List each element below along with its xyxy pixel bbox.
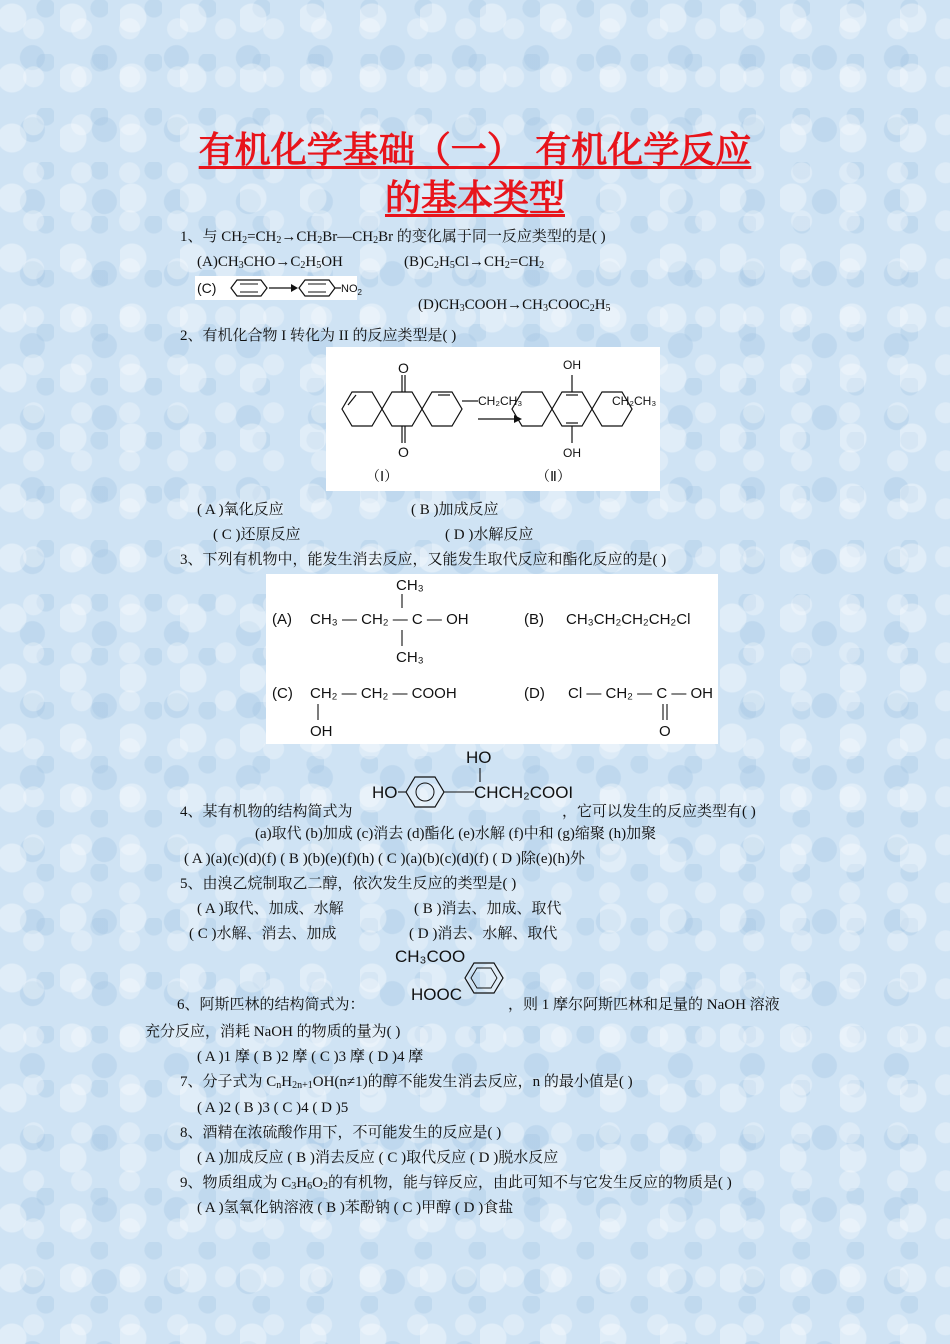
q1-b-part: H (439, 254, 450, 270)
q1-a-part: CHO→C (243, 254, 301, 270)
q3-c-label: (C) (272, 685, 293, 702)
q6-stem-post: ，则 1 摩尔阿斯匹林和足量的 NaOH 溶液 (508, 997, 780, 1013)
q7-subscript: n (276, 1080, 282, 1091)
q4-stem-post: ，它可以发生的反应类型有( ) (562, 804, 756, 820)
q1-b-part: Cl→CH (454, 254, 505, 270)
q9-subscript: 3 (291, 1181, 297, 1192)
q2-option-a: ( A )氧化反应 (197, 502, 284, 518)
molecule-I-label: （Ⅰ） (366, 468, 399, 484)
q3-a-methyl-top: CH₃ (396, 577, 424, 594)
benzene-ring-icon (231, 280, 267, 296)
q1-stem-part: →CH (281, 229, 318, 245)
q2-reaction-image (326, 347, 660, 491)
q7-stem (180, 1073, 633, 1091)
anthraquinone-reduction-diagram (326, 347, 660, 491)
q4-molecule-diagram (370, 746, 574, 810)
q6-stem-pre: 6、阿斯匹林的结构简式为： (177, 997, 365, 1013)
q1-d-part: H (594, 297, 606, 313)
q3-d-oxygen: O (659, 723, 671, 740)
q1-stem-part: 1、与 CH (180, 229, 243, 245)
q9-stem-part: 的有机物，能与锌反应，由此可知不与它发生反应的物质是( ) (327, 1175, 732, 1191)
page-title-line1: 有机化学基础（一） 有机化学反应 (198, 129, 752, 171)
q3-structures-diagram (266, 574, 718, 744)
q9-subscript: 2 (322, 1181, 328, 1192)
q9-stem-part: H (296, 1175, 308, 1191)
q1-option-b: $(B)C_2H_5Cl\to CH_2=CH_2$ (404, 254, 545, 271)
q7-stem-part: OH(n≠1)的醇不能发生消去反应，n 的最小值是( ) (312, 1074, 633, 1090)
q3-stem: 3、下列有机物中，能发生消去反应，又能发生取代反应和酯化反应的是( ) (180, 552, 667, 568)
q1-stem-part: Br 的变化属于同一反应类型的是( ) (378, 229, 606, 245)
q5-option-d: ( D )消去、水解、取代 (409, 926, 558, 942)
q1-d-part: COOH→CH (464, 297, 544, 313)
q3-d-main: Cl — CH₂ — C — OH (568, 685, 713, 702)
benzene-ring-icon (406, 777, 444, 807)
q2-stem: 2、有机化合物 I 转化为 II 的反应类型是( ) (180, 328, 457, 344)
q4-options: ( A )(a)(c)(d)(f) ( B )(b)(e)(f)(h) ( C )(a)(b)(c)(d)(f) ( D )除(e)(h)外 (184, 851, 586, 867)
q1-stem-part: =CH (247, 229, 277, 245)
q1-b-part: (B)C (404, 254, 434, 270)
molecule-II-icon (512, 375, 632, 443)
ethyl-group-1-label: CH₂CH₃ (478, 394, 523, 408)
q9-stem (180, 1174, 732, 1192)
q7-subscript: 2n+1 (292, 1080, 313, 1091)
q3-c-hydroxyl: OH (310, 723, 333, 740)
aromatic-bond-icon (471, 968, 497, 988)
q3-b-main: CH₃CH₂CH₂CH₂Cl (566, 611, 691, 628)
molecule-II-label: （Ⅱ） (536, 468, 571, 484)
q3-d-label: (D) (524, 685, 545, 702)
benzene-nitration-diagram (195, 276, 362, 300)
q3-b-label: (B) (524, 611, 544, 628)
q1-stem: 1、与 $CH_2=CH_2\to CH_2Br—CH_2Br$ 的变化属于同一反应类型的是( ) (180, 229, 606, 246)
q1-option-d: $(D)CH_3COOH\to CH_3COOC_2H_5$ (418, 297, 611, 314)
q4-hydroxyl-left: HO (372, 783, 398, 802)
q3-a-main: CH₃ — CH₂ — C — OH (310, 611, 469, 628)
q1-d-part: COOC (548, 297, 590, 313)
hydroxyl-bottom-label: OH (563, 446, 581, 460)
q8-stem: 8、酒精在浓硫酸作用下，不可能发生的反应是( ) (180, 1125, 502, 1141)
aromatic-circle-icon (416, 783, 434, 801)
q3-structures-image (266, 574, 718, 744)
q9-options: ( A )氢氧化钠溶液 ( B )苯酚钠 ( C )甲醇 ( D )食盐 (197, 1200, 514, 1216)
q8-options: ( A )加成反应 ( B )消去反应 ( C )取代反应 ( D )脱水反应 (197, 1150, 559, 1166)
nitro-group-label: $NO_2$ (341, 283, 362, 297)
q5-stem: 5、由溴乙烷制取乙二醇，依次发生反应的类型是( ) (180, 876, 517, 892)
q7-options: ( A )2 ( B )3 ( C )4 ( D )5 (197, 1100, 349, 1116)
oxygen-top-label: O (398, 360, 409, 376)
q1-d-part: (D)CH (418, 297, 460, 313)
q4-reaction-types: (a)取代 (b)加成 (c)消去 (d)酯化 (e)水解 (f)中和 (g)缩聚 (h)加聚 (255, 826, 657, 842)
molecule-I-icon (342, 375, 478, 443)
oxygen-bottom-label: O (398, 444, 409, 460)
hydroxyl-top-label: OH (563, 358, 581, 372)
arrow-head-icon (291, 284, 298, 292)
q4-stem-pre: 4、某有机物的结构简式为 (180, 804, 353, 820)
q6-stem-line2: 充分反应，消耗 NaOH 的物质的量为( ) (145, 1024, 401, 1040)
q7-stem-part: H (281, 1074, 293, 1090)
q1-a-part: (A)CH (197, 254, 239, 270)
q1-c-label: (C) (197, 280, 217, 296)
q1-a-part: H (305, 254, 317, 270)
q9-stem-part: 9、物质组成为 C (180, 1175, 292, 1191)
q5-option-c: ( C )水解、消去、加成 (189, 926, 337, 942)
q9-subscript: 6 (307, 1181, 313, 1192)
q3-a-label: (A) (272, 611, 292, 628)
acetoxy-group-label: CH₃COO (395, 947, 466, 966)
benzene-ring-icon (299, 280, 335, 296)
q2-option-c: ( C )还原反应 (213, 527, 301, 543)
ethyl-group-2-label: CH₂CH₃ (612, 394, 657, 408)
q4-side-chain: CHCH₂COOI (474, 783, 574, 802)
q5-option-a: ( A )取代、加成、水解 (197, 901, 344, 917)
q6-options: ( A )1 摩 ( B )2 摩 ( C )3 摩 ( D )4 摩 (197, 1049, 424, 1065)
aspirin-molecule-diagram (395, 944, 525, 1008)
q5-option-b: ( B )消去、加成、取代 (414, 901, 562, 917)
q4-hydroxyl-top: HO (466, 748, 492, 767)
q2-option-d: ( D )水解反应 (445, 527, 534, 543)
carboxyl-group-label: HOOC (411, 985, 462, 1004)
q9-stem-part: O (312, 1175, 323, 1191)
q7-stem-part: 7、分子式为 C (180, 1074, 277, 1090)
page-title-line2: 的基本类型 (384, 177, 565, 219)
q2-option-b: ( B )加成反应 (411, 502, 499, 518)
q1-option-a: $(A)CH_3CHO\to C_2H_5OH$ (197, 254, 343, 271)
q1-option-c-image (195, 276, 362, 300)
q3-c-main: CH₂ — CH₂ — COOH (310, 685, 457, 702)
q1-b-part: =CH (509, 254, 540, 270)
q3-a-methyl-bottom: CH₃ (396, 649, 424, 666)
q1-a-part: OH (321, 254, 343, 270)
q1-stem-part: Br—CH (322, 229, 374, 245)
